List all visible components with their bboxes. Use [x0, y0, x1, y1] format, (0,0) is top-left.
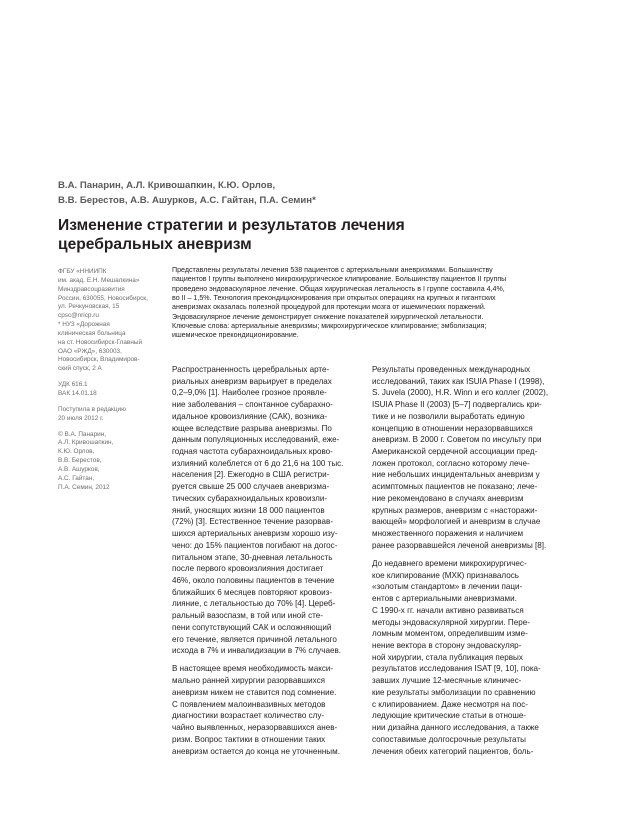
text-line: вающей» морфологией и аневризм в случае: [372, 517, 541, 527]
author-line: В.А. Панарин, А.Л. Кривошапкин, К.Ю. Орлов,: [58, 180, 276, 191]
affiliation-line: ОАО «РЖД», 630003,: [58, 347, 122, 355]
abstract-line: Эндоваскулярное лечение демонстрирует снижение показателей хирургической летальности.: [172, 312, 484, 321]
text-line: (72%) [3]. Естественное течение разорвав-: [172, 517, 334, 527]
text-line: Американской сердечной ассоциации пред-: [372, 447, 538, 457]
text-line: ранее разорвавшейся леченой аневризмы [8].: [372, 540, 547, 550]
text-line: сопоставимые долгосрочные результаты: [372, 734, 526, 744]
body-column-right: [372, 364, 568, 757]
text-line: тических субарахноидальных кровоизли-: [172, 493, 328, 503]
copyright-block: [58, 431, 162, 493]
keywords-line: ишемическое прекондиционирование.: [172, 331, 299, 340]
text-line: исследований, таких как ISUIA Phase I (1998),: [372, 376, 545, 386]
text-line: асимптомных пациентов не показано; лече-: [372, 482, 538, 492]
paragraph: [372, 558, 568, 757]
text-line: «золотым стандартом» в лечении паци-: [372, 582, 523, 592]
text-line: кие результаты эмболизации по сравнению: [372, 687, 536, 697]
article-title: [58, 216, 578, 254]
text-line: пени сопутствующий САК и осложняющий: [172, 622, 332, 632]
copyright-line: А.С. Гайтан,: [58, 474, 95, 482]
copyright-line: П.А. Семин, 2012: [58, 483, 110, 491]
text-line: лечения обеих категорий пациентов, боль-: [372, 746, 534, 756]
title-line: церебральных аневризм: [58, 236, 252, 253]
abstract-line: Представлены результаты лечения 538 пациентов с артериальными аневризмами. Большинству: [172, 266, 493, 274]
text-line: ние рекомендовано в случаях аневризм: [372, 493, 524, 503]
text-line: ральный вазоспазм, в той или иной сте-: [172, 611, 323, 621]
paragraph: [172, 364, 368, 657]
text-line: аневризм остается до конца не уточненным.: [172, 746, 340, 756]
body-column-left: [172, 364, 368, 757]
copyright-line: В.В. Берестов,: [58, 457, 102, 465]
text-line: ентов с артериальными аневризмами.: [372, 594, 517, 604]
affiliation-line: им. акад. Е.Н. Мешалкина»: [58, 276, 140, 284]
text-line: крупных размеров, аневризм с «насторажи-: [372, 505, 538, 515]
text-line: после первого кровоизлияния достигает: [172, 564, 324, 574]
text-line: тике и не позволили выработать единую: [372, 411, 525, 421]
affiliation-line: ский спуск, 2 А: [58, 365, 102, 373]
article-sidebar: [58, 268, 162, 492]
abstract-line: пациентов I группы выполнено микрохирургическое клипирование. Большинству пациентов II группы: [172, 275, 507, 284]
text-line: ISUIA Phase II (2003) [5–7] подвергались кри-: [372, 400, 542, 410]
text-line: исхода в 7% и инвалидизации в 7% случаев.: [172, 646, 341, 656]
text-line: ризм. Вопрос тактики в отношении таких: [172, 734, 326, 744]
text-line: идальное кровоизлияние (САК), возника-: [172, 411, 328, 421]
text-line: яний, уносящих жизни 18 000 пациентов: [172, 505, 325, 515]
abstract: [172, 266, 572, 341]
text-line: с клипированием. Даже несмотря на пос-: [372, 699, 528, 709]
text-line: излияний колеблется от 6 до 21,6 на 100 тыс.: [172, 458, 344, 468]
text-line: аневризм. В 2000 г. Советом по инсульту при: [372, 435, 542, 445]
text-line: населения [2]. Ежегодно в США регистри-: [172, 470, 330, 480]
received-line: Поступила в редакцию: [58, 405, 126, 413]
text-line: нии дизайна данного исследования, а также: [372, 723, 539, 733]
text-line: ющее вследствие разрыва аневризмы. По: [172, 423, 332, 433]
text-line: диагностики возрастает количество слу-: [172, 711, 325, 721]
text-line: В настоящее время необходимость макси-: [172, 664, 334, 674]
affiliation-line: Новосибирск, Владимиров-: [58, 356, 140, 364]
paragraph: [372, 364, 568, 552]
text-line: методы эндоваскулярной хирургии. Пере-: [372, 617, 530, 627]
affiliation-line: ул. Речкуновская, 15: [58, 303, 120, 311]
affiliation-line: России, 630055, Новосибирск,: [58, 294, 148, 302]
affiliation-line: Минздравсоцразвития: [58, 285, 125, 293]
text-line: концепцию в отношении неразорвавшихся: [372, 423, 533, 433]
text-line: завших лучшие 12-месячные клиничес-: [372, 676, 522, 686]
text-line: лияние, с летальностью до 70% [4]. Цереб-: [172, 599, 336, 609]
affiliation-email[interactable]: cpsc@nricp.ru: [58, 312, 99, 320]
affiliation-line: ФГБУ «ННИИПК: [58, 268, 107, 275]
text-line: ломным моментом, определившим изме-: [372, 629, 528, 639]
text-line: руется свыше 25 000 случаев аневризма-: [172, 482, 330, 492]
text-line: риальных аневризм варьирует в пределах: [172, 376, 332, 386]
text-line: годная частота субарахноидальных крово-: [172, 447, 333, 457]
text-line: результатов исследования ISAT [9, 10], пока-: [372, 664, 541, 674]
copyright-line: А.В. Ашурков,: [58, 465, 100, 473]
text-line: Распространенность церебральных арте-: [172, 365, 330, 374]
text-line: шихся артериальных аневризм хорошо изу-: [172, 529, 338, 539]
vak-code: ВАК 14.01.18: [58, 389, 97, 397]
text-line: данным популяционных исследований, еже-: [172, 435, 340, 445]
text-line: 46%, около половины пациентов в течение: [172, 575, 335, 585]
text-line: множественного поражения и наличием: [372, 529, 524, 539]
keywords-line: Ключевые слова: артериальные аневризмы; микрохирургическое клипирование; эмболизация;: [172, 322, 487, 331]
title-line: Изменение стратегии и результатов лечения: [58, 217, 405, 234]
text-line: 0,2–9,0% [1]. Наиболее грозное проявле-: [172, 388, 327, 398]
text-line: нение вектора в сторону эндоваскуляр-: [372, 641, 522, 651]
text-line: ной хирургии, стала публикация первых: [372, 652, 523, 662]
text-line: С 1990-х гг. начали активно развиваться: [372, 605, 524, 615]
udc-code: УДК 616.1: [58, 381, 88, 389]
affiliation-line: на ст. Новосибирск-Главный: [58, 338, 143, 346]
abstract-line: во II – 1,5%. Технология прекондиционирования при открытых операциях на крупных и гигантских: [172, 294, 496, 303]
copyright-line: К.Ю. Орлов,: [58, 448, 95, 456]
text-line: питальном этапе, 30-дневная летальность: [172, 552, 333, 562]
text-line: ние заболевания – спонтанное субарахно-: [172, 400, 333, 410]
text-line: мально ранней хирургии разорвавшихся: [172, 676, 326, 686]
author-list: [58, 179, 578, 208]
paragraph: [172, 663, 368, 757]
text-line: ние небольших инцидентальных аневризм у: [372, 470, 540, 480]
received-date: [58, 406, 162, 424]
affiliation-block: [58, 268, 162, 374]
text-line: До недавнего времени микрохирургичес-: [372, 559, 527, 568]
text-line: чайно выявленных, неразорвавшихся анев-: [172, 723, 338, 733]
text-line: кое клипирование (МХК) признавалось: [372, 570, 519, 580]
abstract-line: аневризмах оказалась полезной процедурой для протекции мозга от ишемических поражений.: [172, 303, 486, 312]
affiliation-line: * НУЗ «Дорожная: [58, 321, 110, 329]
received-line: 20 июля 2012 г.: [58, 414, 104, 422]
text-line: S. Juvela (2000), H.R. Winn и его коллег (2002),: [372, 388, 549, 398]
affiliation-line: клиническая больница: [58, 329, 126, 337]
text-line: ледующие критические статьи в отноше-: [372, 711, 527, 721]
text-line: ближайших 6 месяцев повторяют кровоиз-: [172, 587, 333, 597]
text-line: С появлением малоинвазивных методов: [172, 699, 326, 709]
text-line: ложен протокол, согласно которому лече-: [372, 458, 530, 468]
abstract-line: проведено эндоваскулярное лечение. Общая хирургическая летальность в I группе составила 4,4%,: [172, 284, 505, 293]
text-line: чено: до 15% пациентов погибают на догос-: [172, 540, 338, 550]
text-line: Результаты проведенных международных: [372, 365, 531, 374]
copyright-line: © В.А. Панарин,: [58, 430, 106, 438]
copyright-line: А.Л. Кривошапкин,: [58, 439, 114, 447]
classification-codes: [58, 381, 162, 399]
text-line: его течение, является причиной летального: [172, 634, 337, 644]
author-line: В.В. Берестов, А.В. Ашурков, А.С. Гайтан, П.А. Семин*: [58, 194, 316, 206]
text-line: аневризм никем не ставится под сомнение.: [172, 687, 337, 697]
